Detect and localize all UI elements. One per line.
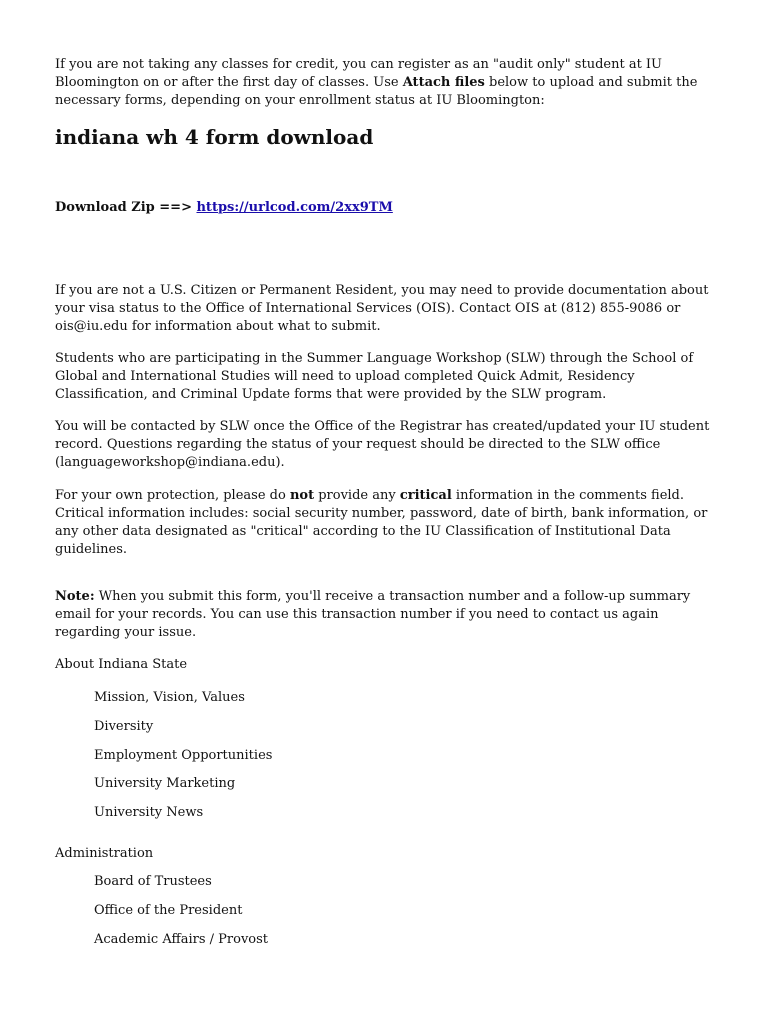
protection-part1: For your own protection, please do	[55, 488, 290, 503]
protection-part3: information in the comments field. Critical information includes: social security number, password, date of birth, bank information, or any other data designated as "critical" according to the IU Classification of Institutional Data guidelines.	[55, 488, 708, 557]
about-item-diversity[interactable]: Diversity	[94, 719, 154, 734]
protection-paragraph	[55, 487, 715, 559]
attach-files-emphasis: Attach files	[402, 75, 485, 90]
contact-paragraph: You will be contacted by SLW once the Office of the Registrar has created/updated your IU student record. Questions regarding the status of your request should be directed to the SLW office (languageworkshop@indiana.edu).	[55, 419, 710, 470]
protection-part2: provide any	[314, 488, 400, 503]
download-label: Download Zip ==>	[55, 200, 197, 215]
note-label: Note:	[55, 589, 95, 604]
visa-paragraph: If you are not a U.S. Citizen or Permanent Resident, you may need to provide documentation about your visa status to the Office of International Services (OIS). Contact OIS at (812) 855-9086 or ois@iu.edu for information about what to submit.	[55, 283, 709, 334]
admin-heading: Administration	[55, 846, 154, 861]
about-heading: About Indiana State	[55, 657, 188, 672]
about-item-marketing[interactable]: University Marketing	[94, 776, 236, 791]
admin-item-trustees[interactable]: Board of Trustees	[94, 874, 212, 889]
not-emphasis: not	[289, 488, 315, 503]
admin-item-provost[interactable]: Academic Affairs / Provost	[94, 932, 269, 947]
intro-text-before: If you are not taking any classes for credit, you can register as an "audit only" student at IU Bloomington on or after the first day of classes. Use	[55, 57, 663, 90]
page-title: indiana wh 4 form download	[55, 125, 374, 149]
about-item-mission[interactable]: Mission, Vision, Values	[94, 690, 245, 705]
note-text: When you submit this form, you'll receive a transaction number and a follow-up summary email for your records. You can use this transaction number if you need to contact us again regarding your issue.	[55, 589, 691, 640]
admin-item-president[interactable]: Office of the President	[94, 903, 243, 918]
download-line	[55, 199, 393, 217]
about-item-employment[interactable]: Employment Opportunities	[94, 748, 273, 763]
intro-text-after: below to upload and submit the necessary forms, depending on your enrollment status at IU Bloomington:	[55, 75, 698, 108]
intro-paragraph	[55, 56, 715, 110]
note-paragraph	[55, 588, 715, 642]
download-link[interactable]: https://urlcod.com/2xx9TM	[196, 200, 393, 215]
about-item-news[interactable]: University News	[94, 805, 204, 820]
critical-emphasis: critical	[399, 488, 452, 503]
slw-paragraph: Students who are participating in the Summer Language Workshop (SLW) through the School of Global and International Studies will need to upload completed Quick Admit, Residency Classification, and Criminal Update forms that were provided by the SLW program.	[55, 351, 694, 402]
